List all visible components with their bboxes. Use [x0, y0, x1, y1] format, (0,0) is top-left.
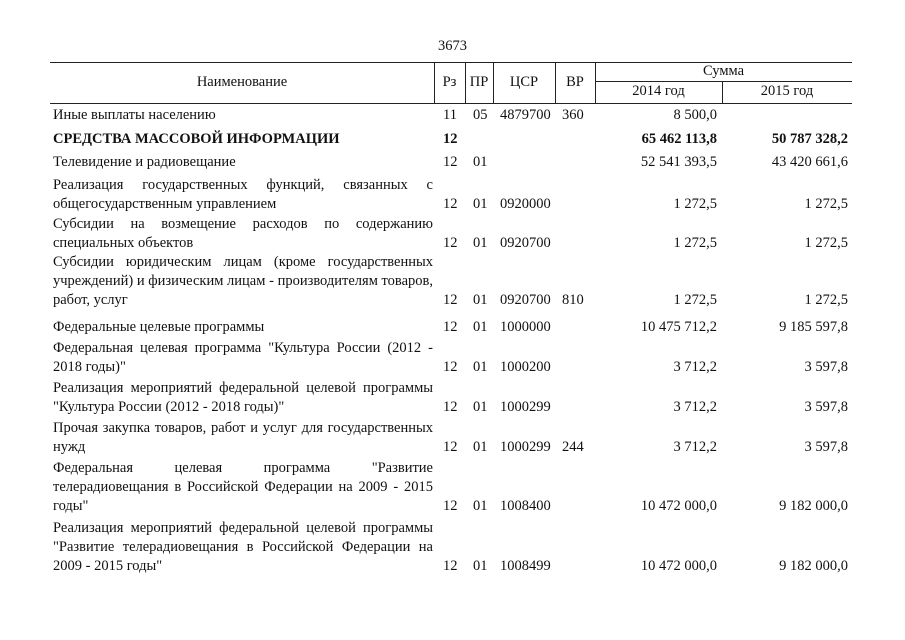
row-sum-2015: 1 272,5	[804, 292, 848, 308]
row-rz: 12	[443, 359, 458, 375]
row-csr: 1000299	[500, 399, 551, 415]
row-pr: 01	[473, 154, 488, 170]
row-name: Субсидии на возмещение расходов по содержанию специальных объектов	[53, 216, 433, 251]
page-number: 3673	[438, 38, 467, 54]
row-rz: 12	[443, 319, 458, 335]
row-name: Реализация государственных функций, связанных с общегосударственным управлением	[53, 177, 433, 212]
row-pr: 01	[473, 498, 488, 514]
row-sum-2015: 1 272,5	[804, 235, 848, 251]
row-name: Субсидии юридическим лицам (кроме государственных учреждений) и физическим лицам - производителям товаров, работ, услуг	[53, 254, 433, 308]
row-name: Федеральная целевая программа "Культура России (2012 - 2018 годы)"	[53, 340, 433, 375]
row-rz: 12	[443, 131, 458, 147]
row-csr: 0920700	[500, 235, 551, 251]
row-sum-2014: 10 472 000,0	[640, 558, 717, 574]
header-rz: Рз	[442, 74, 457, 90]
row-csr: 1008499	[500, 558, 551, 574]
row-csr: 4879700	[500, 107, 551, 123]
row-sum-2015: 43 420 661,6	[771, 154, 848, 170]
row-sum-2015: 3 597,8	[804, 359, 848, 375]
row-sum-2014: 10 475 712,2	[640, 319, 717, 335]
header-vr: ВР	[566, 74, 584, 90]
row-csr: 1008400	[500, 498, 551, 514]
row-sum-2014: 1 272,5	[673, 292, 717, 308]
row-sum-2015: 9 185 597,8	[779, 319, 848, 335]
header-pr: ПР	[469, 74, 489, 90]
row-name: Реализация мероприятий федеральной целевой программы "Культура России (2012 - 2018 годы)"	[53, 380, 433, 415]
row-name: Реализация мероприятий федеральной целевой программы "Развитие телерадиовещания в Российской Федерации на 2009 - 2015 годы"	[53, 520, 433, 574]
row-sum-2015: 9 182 000,0	[779, 558, 848, 574]
row-rz: 12	[443, 498, 458, 514]
header-sum: Сумма	[702, 63, 745, 79]
row-sum-2015: 9 182 000,0	[779, 498, 848, 514]
row-sum-2014: 1 272,5	[673, 196, 717, 212]
row-name: Прочая закупка товаров, работ и услуг для государственных нужд	[53, 420, 433, 455]
row-csr: 1000299	[500, 439, 551, 455]
row-pr: 01	[473, 439, 488, 455]
row-name: СРЕДСТВА МАССОВОЙ ИНФОРМАЦИИ	[53, 131, 340, 147]
row-csr: 0920700	[500, 292, 551, 308]
row-sum-2014: 52 541 393,5	[640, 154, 717, 170]
header-csr: ЦСР	[509, 74, 539, 90]
row-pr: 01	[473, 359, 488, 375]
row-csr: 0920000	[500, 196, 551, 212]
row-pr: 01	[473, 292, 488, 308]
row-pr: 01	[473, 399, 488, 415]
row-pr: 01	[473, 196, 488, 212]
row-sum-2014: 3 712,2	[673, 439, 717, 455]
row-vr: 244	[562, 439, 584, 455]
row-rz: 11	[443, 107, 457, 123]
row-sum-2014: 3 712,2	[673, 359, 717, 375]
row-sum-2014: 1 272,5	[673, 235, 717, 251]
row-name: Федеральные целевые программы	[53, 319, 265, 335]
row-sum-2014: 8 500,0	[673, 107, 717, 123]
row-vr: 810	[562, 292, 584, 308]
row-pr: 01	[473, 558, 488, 574]
row-csr: 1000000	[500, 319, 551, 335]
row-sum-2015: 3 597,8	[804, 399, 848, 415]
row-sum-2015: 3 597,8	[804, 439, 848, 455]
row-sum-2014: 10 472 000,0	[640, 498, 717, 514]
row-pr: 01	[473, 235, 488, 251]
row-rz: 12	[443, 154, 458, 170]
row-csr: 1000200	[500, 359, 551, 375]
row-sum-2015: 50 787 328,2	[771, 131, 848, 147]
row-name: Федеральная целевая программа "Развитие телерадиовещания в Российской Федерации на 2009 - 2015 годы"	[53, 460, 433, 514]
row-sum-2014: 65 462 113,8	[641, 131, 717, 147]
header-name: Наименование	[196, 74, 288, 90]
row-pr: 01	[473, 319, 488, 335]
row-vr: 360	[562, 107, 584, 123]
row-sum-2015: 1 272,5	[804, 196, 848, 212]
row-name: Иные выплаты населению	[53, 107, 216, 123]
row-rz: 12	[443, 292, 458, 308]
header-year-2015: 2015 год	[760, 83, 814, 99]
row-rz: 12	[443, 235, 458, 251]
row-rz: 12	[443, 439, 458, 455]
row-sum-2014: 3 712,2	[673, 399, 717, 415]
header-year-2014: 2014 год	[632, 83, 685, 99]
row-rz: 12	[443, 399, 458, 415]
row-rz: 12	[443, 196, 458, 212]
row-name: Телевидение и радиовещание	[53, 154, 236, 170]
row-pr: 05	[473, 107, 488, 123]
row-rz: 12	[443, 558, 458, 574]
